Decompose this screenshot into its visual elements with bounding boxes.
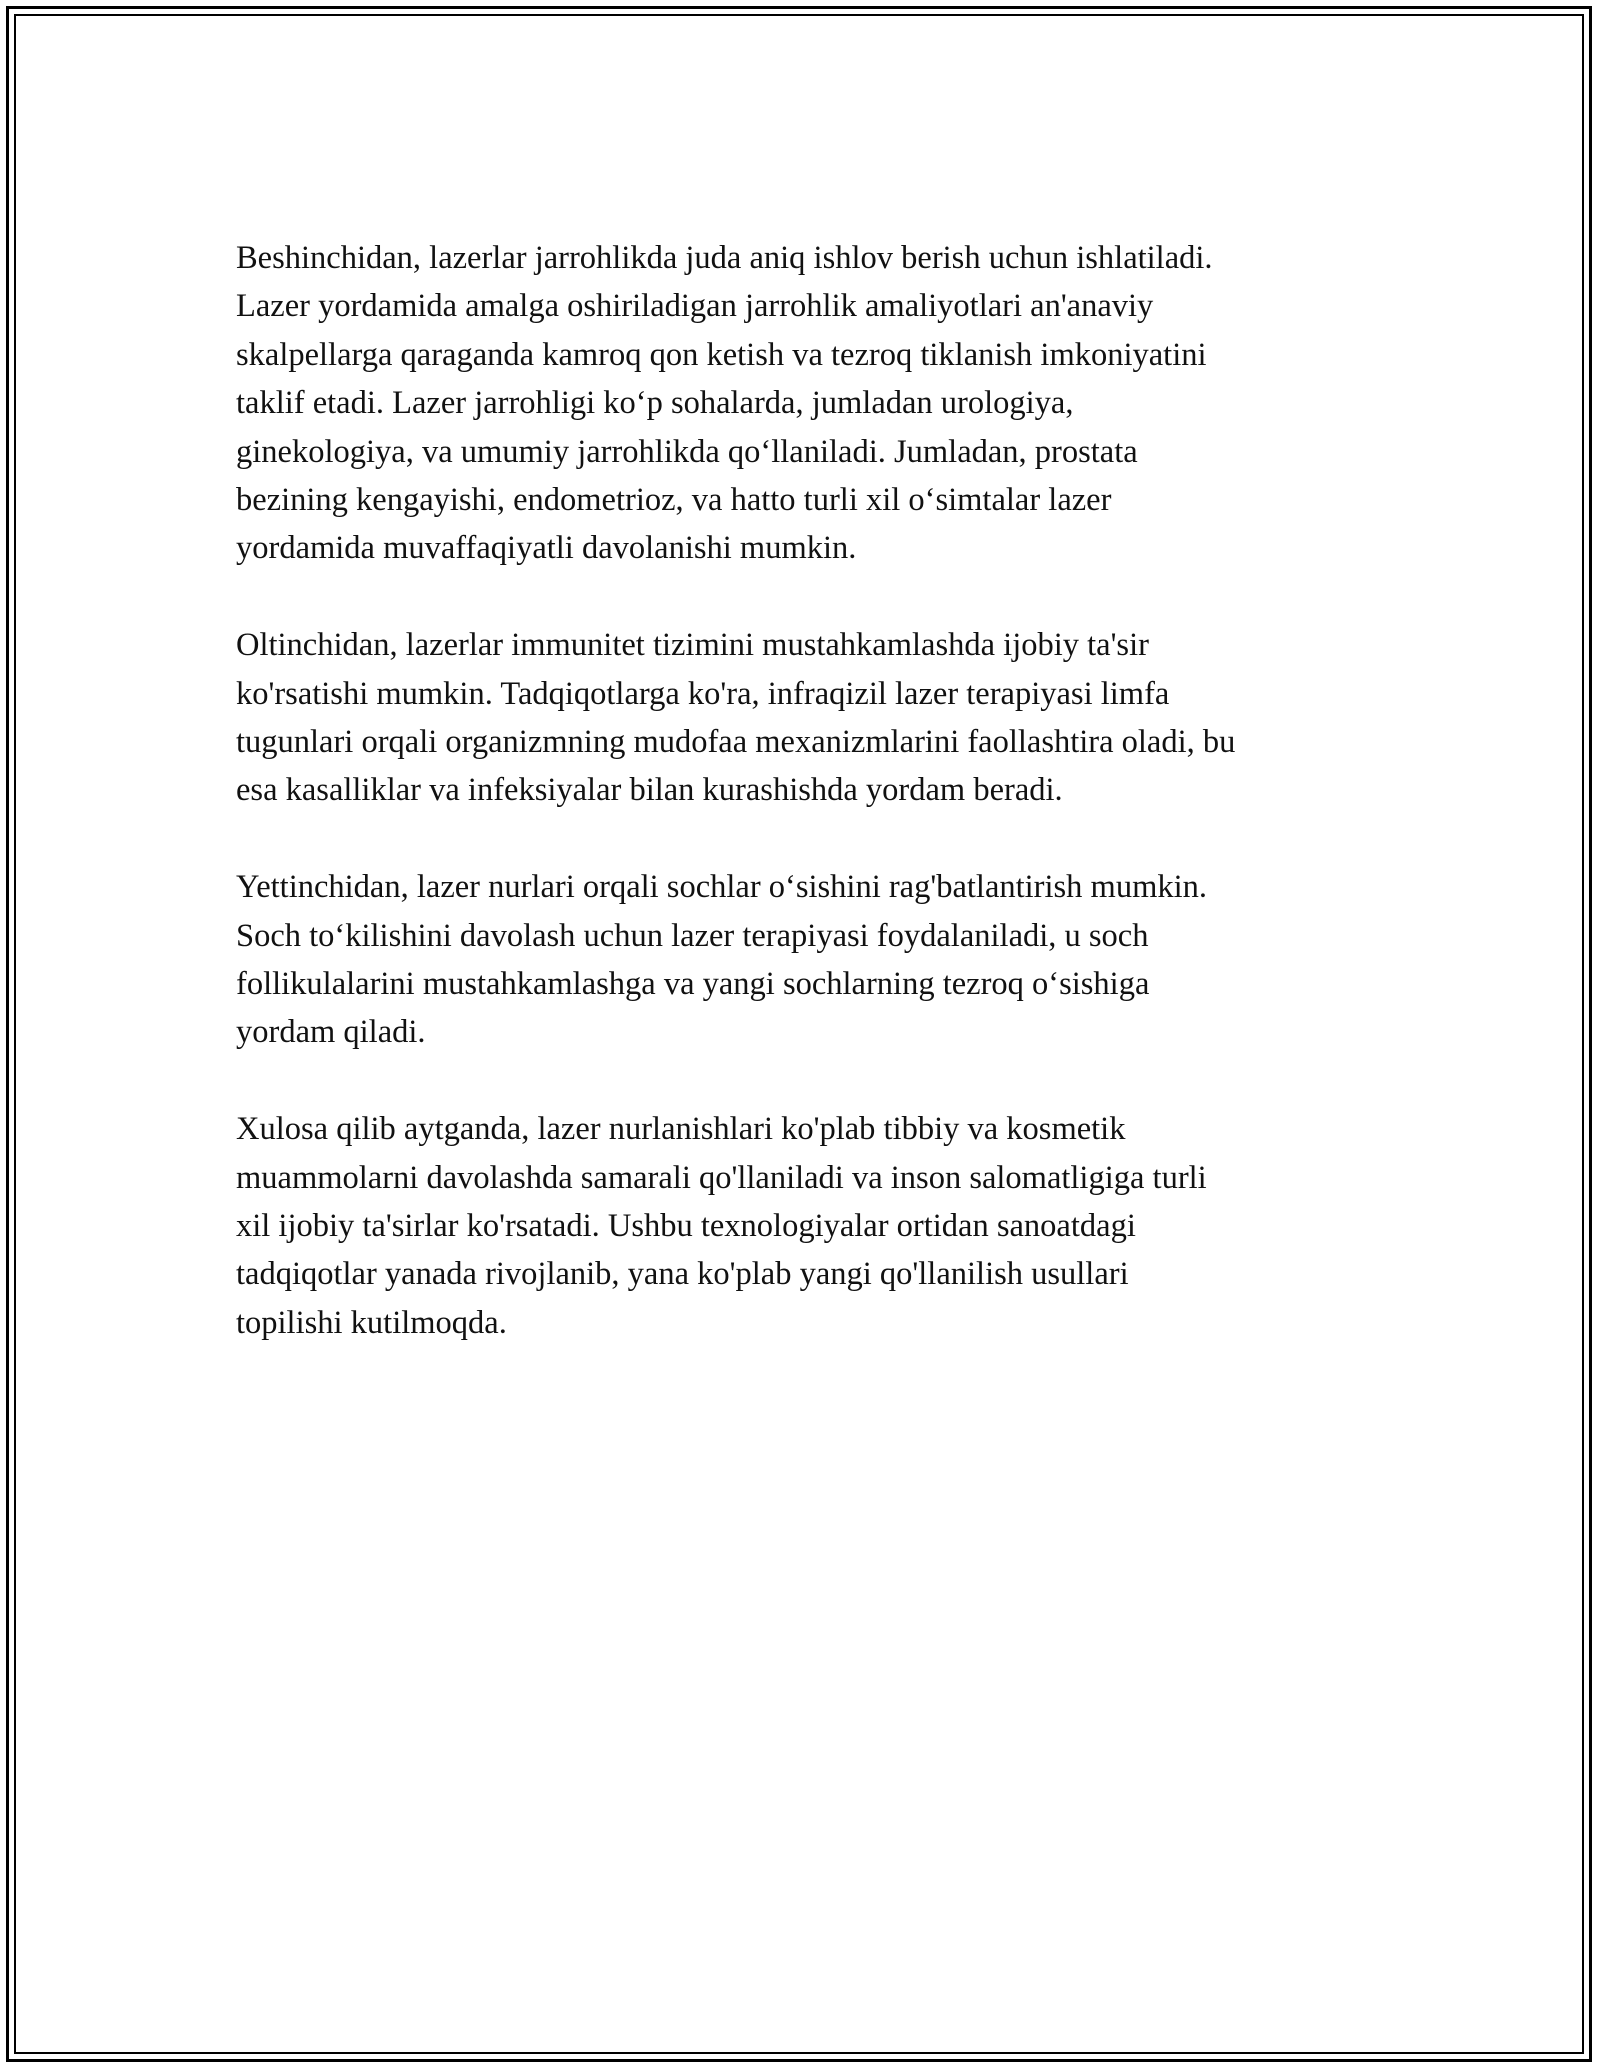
- paragraph-beshinchidan: Beshinchidan, lazerlar jarrohlikda juda aniq ishlov berish uchun ishlatiladi. Lazer yordamida amalga oshiriladigan jarrohlik amaliyotlari an'anaviy skalpellarga qaraganda kamroq qon ketish va tezroq tiklanish imkoniyatini taklif etadi. Lazer jarrohligi ko‘p sohalarda, jumladan urologiya, ginekologiya, va umumiy jarrohlikda qo‘llaniladi. Jumladan, prostata bezining kengayishi, endometrioz, va hatto turli xil o‘simtalar lazer yordamida muvaffaqiyatli davolanishi mumkin.: [236, 240, 1213, 567]
- document-body: [236, 234, 1366, 1396]
- paragraph-xulosa: Xulosa qilib aytganda, lazer nurlanishlari ko'plab tibbiy va kosmetik muammolarni davolashda samarali qo'llaniladi va inson salomatligiga turli xil ijobiy ta'sirlar ko'rsatadi. Ushbu texnologiyalar ortidan sanoatdagi tadqiqotlar yanada rivojlanib, yana ko'plab yangi qo'llanilish usullari topilishi kutilmoqda.: [236, 1111, 1207, 1341]
- paragraph-oltinchidan: Oltinchidan, lazerlar immunitet tizimini mustahkamlashda ijobiy ta'sir ko'rsatishi mumkin. Tadqiqotlarga ko'ra, infraqizil lazer terapiyasi limfa tugunlari orqali organizmning mudofaa mexanizmlarini faollashtira oladi, bu esa kasalliklar va infeksiyalar bilan kurashishda yordam beradi.: [236, 627, 1236, 809]
- paragraph-yettinchidan: Yettinchidan, lazer nurlari orqali sochlar o‘sishini rag'batlantirish mumkin. Soch to‘kilishini davolash uchun lazer terapiyasi foydalaniladi, u soch follikulalarini mustahkamlashga va yangi sochlarning tezroq o‘sishiga yordam qiladi.: [236, 869, 1208, 1051]
